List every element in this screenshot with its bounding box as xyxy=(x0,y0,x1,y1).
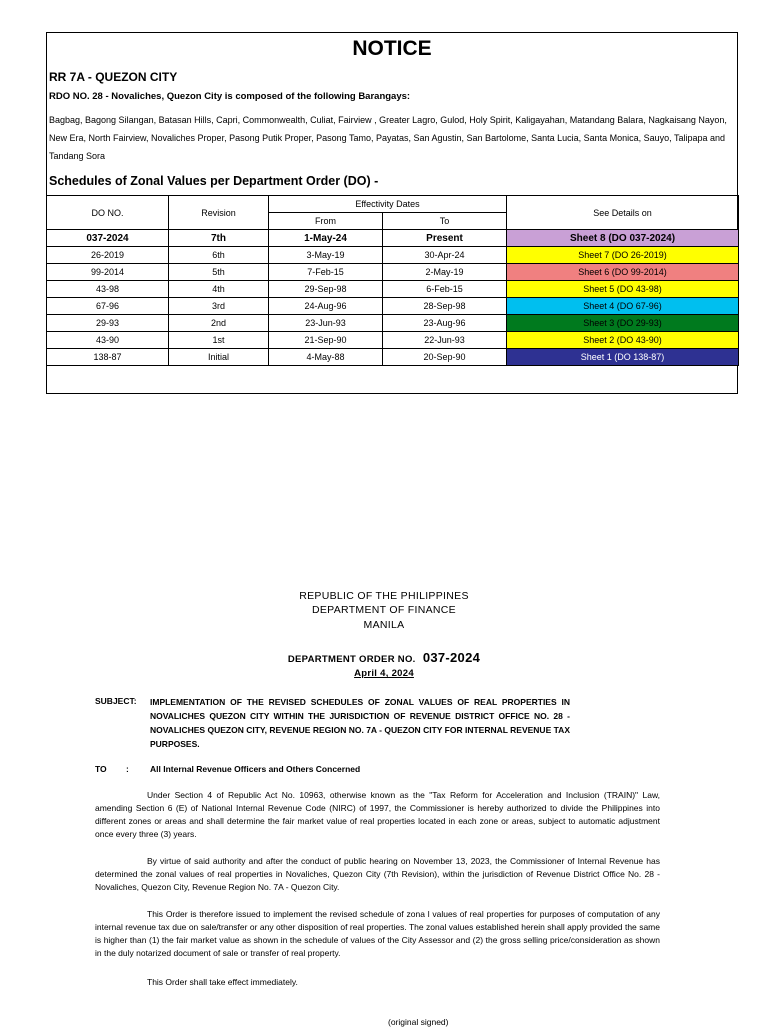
cell-do: 138-87 xyxy=(47,349,169,366)
table-row xyxy=(47,264,739,281)
schedules-heading: Schedules of Zonal Values per Department Order (DO) - xyxy=(49,174,379,188)
table-row xyxy=(47,332,739,349)
sheet-link[interactable]: Sheet 4 (DO 67-96) xyxy=(507,298,739,315)
table-row xyxy=(47,281,739,298)
cell-to: 28-Sep-98 xyxy=(383,298,507,315)
cell-to: 20-Sep-90 xyxy=(383,349,507,366)
cell-from: 21-Sep-90 xyxy=(269,332,383,349)
city-heading: MANILA xyxy=(363,619,405,631)
header-revision: Revision xyxy=(169,196,269,230)
order-label: DEPARTMENT ORDER NO. xyxy=(287,654,416,665)
cell-do: 43-98 xyxy=(47,281,169,298)
cell-to: 22-Jun-93 xyxy=(383,332,507,349)
sheet-link[interactable]: Sheet 3 (DO 29-93) xyxy=(507,315,739,332)
header-to: To xyxy=(383,213,507,230)
cell-do: 43-90 xyxy=(47,332,169,349)
cell-revision: 7th xyxy=(169,230,269,247)
paragraph-3: This Order is therefore issued to implement the revised schedule of zona l values of real properties for purposes of computation of any internal revenue tax due on sale/transfer or any other disposition of real properties. The zonal values established herein shall apply provided the same is higher than (1) the fair market value as shown in the schedule of values of the City Assessor and (2) the gross selling price/consideration as shown in the duly notarized document of sale or transfer of real property. xyxy=(95,909,660,958)
to-colon: : xyxy=(126,764,129,774)
cell-from: 7-Feb-15 xyxy=(269,264,383,281)
cell-from: 4-May-88 xyxy=(269,349,383,366)
rdo-heading: RDO NO. 28 - Novaliches, Quezon City is composed of the following Barangays: xyxy=(49,91,411,102)
republic-heading: REPUBLIC OF THE PHILIPPINES xyxy=(299,590,469,602)
sheet-link[interactable]: Sheet 2 (DO 43-90) xyxy=(507,332,739,349)
sheet-link-8[interactable]: Sheet 8 (DO 037-2024) xyxy=(507,230,739,247)
table-row xyxy=(47,315,739,332)
cell-revision: 5th xyxy=(169,264,269,281)
table-row xyxy=(47,349,739,366)
barangay-list: Bagbag, Bagong Silangan, Batasan Hills, Capri, Commonwealth, Culiat, Fairview , Greater Lagro, Gulod, Holy Spirit, Kaligayahan, Matandang Balara, Nagkaisang Nayon, New Era, North Fairview, Novaliches Proper, Pasong Putik Proper, Pasong Tamo, Payatas, San Agustin, San Bartolome, Santa Lucia, Santa Monica, Sauyo, Talipapa and Tandang Sora xyxy=(49,115,727,161)
cell-to: 30-Apr-24 xyxy=(383,247,507,264)
cell-to: 23-Aug-96 xyxy=(383,315,507,332)
cell-do: 037-2024 xyxy=(47,230,169,247)
cell-to: 2-May-19 xyxy=(383,264,507,281)
order-number: 037-2024 xyxy=(422,650,481,665)
subject-label: SUBJECT: xyxy=(95,696,137,706)
subject-text: IMPLEMENTATION OF THE REVISED SCHEDULES OF ZONAL VALUES OF REAL PROPERTIES IN NOVALICHES QUEZON CITY WITHIN THE JURISDICTION OF REVENUE DISTRICT OFFICE NO. 28 - NOVALICHES QUEZON CITY, REVENUE REGION NO. 7A - QUEZON CITY FOR INTERNAL REVENUE TAX PURPOSES. xyxy=(150,697,570,749)
cell-do: 99-2014 xyxy=(47,264,169,281)
do-schedule-table xyxy=(46,195,739,366)
paragraph-1: Under Section 4 of Republic Act No. 10963, otherwise known as the "Tax Reform for Acceleration and Inclusion (TRAIN)" Law, amending Section 6 (E) of National Internal Revenue Code (NIRC) of 1997, the Commissioner is hereby authorized to divide the Philippines into different zones or areas and shall determine the fair market value of real properties located in each zone or areas, subject to automatic adjustment once every three (3) years. xyxy=(95,790,660,839)
cell-do: 29-93 xyxy=(47,315,169,332)
sheet-link[interactable]: Sheet 7 (DO 26-2019) xyxy=(507,247,739,264)
cell-revision: 3rd xyxy=(169,298,269,315)
sheet-link[interactable]: Sheet 5 (DO 43-98) xyxy=(507,281,739,298)
header-details: See Details on xyxy=(507,196,739,230)
cell-revision: 2nd xyxy=(169,315,269,332)
paragraph-2: By virtue of said authority and after the conduct of public hearing on November 13, 2023, the Commissioner of Internal Revenue has determined the zonal values of real properties in Novaliches, Quezon City (7th Revision), within the jurisdiction of Revenue District Office No. 28 - Novaliches, Quezon City, Revenue Region No. 7A - Quezon City. xyxy=(95,856,660,892)
cell-do: 26-2019 xyxy=(47,247,169,264)
sheet-link[interactable]: Sheet 6 (DO 99-2014) xyxy=(507,264,739,281)
order-number-line xyxy=(0,650,768,665)
cell-revision: 6th xyxy=(169,247,269,264)
to-label: TO xyxy=(95,764,107,774)
cell-from: 23-Jun-93 xyxy=(269,315,383,332)
table-row xyxy=(47,298,739,315)
table-row-current xyxy=(47,230,739,247)
cell-from: 29-Sep-98 xyxy=(269,281,383,298)
cell-to: Present xyxy=(383,230,507,247)
header-do-no: DO NO. xyxy=(47,196,169,230)
cell-to: 6-Feb-15 xyxy=(383,281,507,298)
header-from: From xyxy=(269,213,383,230)
paragraph-4: This Order shall take effect immediately. xyxy=(147,977,298,987)
cell-do: 67-96 xyxy=(47,298,169,315)
sheet-link[interactable]: Sheet 1 (DO 138-87) xyxy=(507,349,739,366)
notice-title: NOTICE xyxy=(352,37,432,60)
cell-revision: 4th xyxy=(169,281,269,298)
header-effectivity: Effectivity Dates xyxy=(269,196,507,213)
to-value: All Internal Revenue Officers and Others Concerned xyxy=(150,764,361,774)
table-row xyxy=(47,247,739,264)
cell-revision: Initial xyxy=(169,349,269,366)
order-date: April 4, 2024 xyxy=(354,668,414,679)
department-heading: DEPARTMENT OF FINANCE xyxy=(312,604,456,616)
cell-revision: 1st xyxy=(169,332,269,349)
signature-note: (original signed) xyxy=(388,1017,449,1027)
notice-box xyxy=(46,32,738,394)
cell-from: 3-May-19 xyxy=(269,247,383,264)
cell-from: 1-May-24 xyxy=(269,230,383,247)
revenue-region-heading: RR 7A - QUEZON CITY xyxy=(49,70,178,84)
cell-from: 24-Aug-96 xyxy=(269,298,383,315)
